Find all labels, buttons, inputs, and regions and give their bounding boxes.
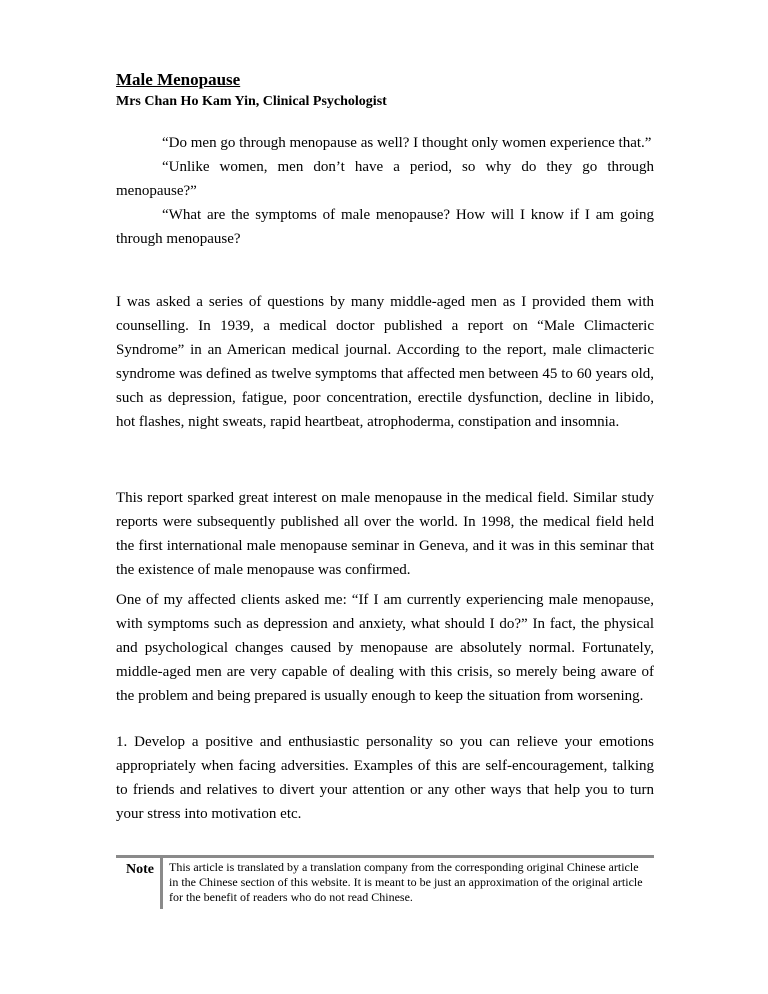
translation-note (116, 855, 654, 909)
paragraph-4: 1. Develop a positive and enthusiastic personality so you can relieve your emotions appropriately when facing adversities. Examples of this are self-encouragement, talking to friends and relatives to divert your attention or any other ways that help you to turn your stress into motivation etc. (116, 734, 654, 822)
quote-1: “Do men go through menopause as well? I thought only women experience that.” (162, 135, 652, 151)
article-title: Male Menopause (116, 70, 241, 89)
article-author: Mrs Chan Ho Kam Yin, Clinical Psychologist (116, 94, 387, 109)
quote-2: “Unlike women, men don’t have a period, so why do they go through menopause?” (116, 159, 654, 199)
paragraph-2: This report sparked great interest on male menopause in the medical field. Similar study reports were subsequently published all over the world. In 1998, the medical field held the first international male menopause seminar in Geneva, and it was in this seminar that the existence of male menopause was confirmed. (116, 490, 654, 578)
quote-3: “What are the symptoms of male menopause? How will I know if I am going through menopause? (116, 207, 654, 247)
paragraph-3: One of my affected clients asked me: “If I am currently experiencing male menopause, with symptoms such as depression and anxiety, what should I do?” In fact, the physical and psychological changes caused by menopause are absolutely normal. Fortunately, middle-aged men are very capable of dealing with this crisis, so merely being aware of the problem and being prepared is usually enough to keep the situation from worsening. (116, 592, 654, 704)
opening-quotes (116, 131, 654, 251)
note-text: This article is translated by a translation company from the corresponding original Chinese article in the Chinese section of this website. It is meant to be just an approximation of the original article for the benefit of readers who do not read Chinese. (160, 858, 654, 909)
note-label: Note (126, 862, 154, 877)
paragraph-1: I was asked a series of questions by many middle-aged men as I provided them with counselling. In 1939, a medical doctor published a report on “Male Climacteric Syndrome” in an American medical journal. According to the report, male climacteric syndrome was defined as twelve symptoms that affected men between 45 to 60 years old, such as depression, fatigue, poor concentration, erectile dysfunction, decline in libido, hot flashes, night sweats, rapid heartbeat, atrophoderma, constipation and insomnia. (116, 294, 654, 430)
